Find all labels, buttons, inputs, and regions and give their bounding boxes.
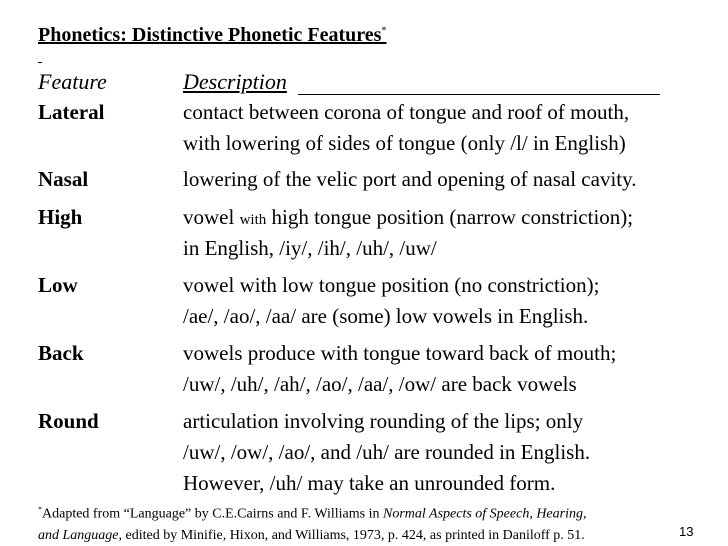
- feature-term: Nasal: [38, 167, 89, 191]
- feature-term: Low: [38, 273, 78, 297]
- feature-description: [183, 164, 637, 195]
- feature-description: [183, 338, 616, 400]
- footnote-text: , edited by Minifie, Hixon, and Williams, 1973, p. 424, as printed in Daniloff p. 51.: [118, 527, 585, 543]
- description-line: in English, /iy/, /ih/, /uh/, /uw/: [183, 236, 437, 260]
- feature-term: Round: [38, 409, 99, 433]
- description-text: high tongue position (narrow constriction);: [266, 205, 634, 229]
- description-line: vowel with low tongue position (no constriction);: [183, 273, 600, 297]
- feature-description: [183, 406, 590, 499]
- description-line: /uw/, /uh/, /ah/, /ao/, /aa/, /ow/ are back vowels: [183, 372, 577, 396]
- page-number: 13: [679, 524, 694, 539]
- description-line: However, /uh/ may take an unrounded form.: [183, 471, 556, 495]
- description-line: vowels produce with tongue toward back of mouth;: [183, 341, 617, 365]
- description-line: [183, 202, 633, 233]
- footnote-line-2: [38, 525, 586, 546]
- description-line: contact between corona of tongue and roof of mouth,: [183, 100, 630, 124]
- feature-description: [183, 270, 599, 332]
- header-feature: Feature: [38, 69, 107, 94]
- header-description: Description: [183, 69, 287, 94]
- footnote-line-1: [38, 499, 586, 525]
- slide-title-text: Phonetics: Distinctive Phonetic Features: [38, 24, 382, 46]
- footnote-text: Adapted from “Language” by C.E.Cairns and F. Williams in: [42, 506, 383, 522]
- footnote-book-title: and Language: [38, 527, 119, 543]
- feature-term: Lateral: [38, 100, 105, 124]
- slide-title: [38, 24, 386, 47]
- footnote-book-title: Normal Aspects of Speech, Hearing,: [382, 506, 587, 522]
- description-line: /uw/, /ow/, /ao/, and /uh/ are rounded in English.: [183, 440, 591, 464]
- footnote-marker: *: [381, 25, 387, 37]
- description-line: with lowering of sides of tongue (only /l/ in English): [183, 131, 626, 155]
- feature-description: [183, 97, 629, 159]
- description-line: articulation involving rounding of the lips; only: [183, 409, 584, 433]
- footnote: [38, 499, 586, 546]
- footnote-marker: *: [38, 505, 42, 514]
- feature-term: Back: [38, 341, 84, 365]
- description-line: /ae/, /ao/, /aa/ are (some) low vowels in English.: [183, 304, 589, 328]
- description-text: vowel: [183, 205, 240, 229]
- description-small-word: with: [239, 212, 267, 228]
- header-rule: [298, 94, 660, 95]
- description-line: lowering of the velic port and opening of nasal cavity.: [183, 167, 637, 191]
- title-underscore: [38, 62, 42, 63]
- feature-description: [183, 202, 633, 264]
- feature-term: High: [38, 205, 83, 229]
